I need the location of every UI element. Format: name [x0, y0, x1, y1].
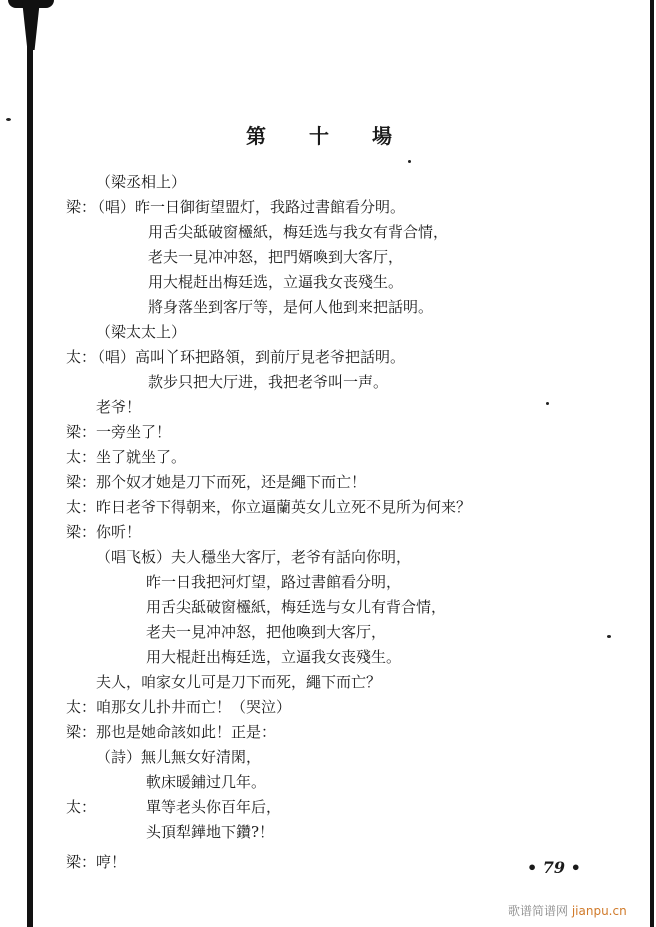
speaker-label: 太： [66, 798, 97, 816]
speaker-label: 太： [66, 348, 97, 366]
speaker-label: 太： [66, 498, 97, 516]
script-line: 昨一日我把河灯望，路过書館看分明， [146, 573, 402, 591]
script-line: 一旁坐了！ [96, 423, 172, 441]
script-line: （詩）無儿無女好清閑， [96, 748, 262, 766]
watermark [508, 902, 627, 919]
scan-speck [607, 635, 611, 638]
script-line: 哼！ [96, 853, 127, 871]
speaker-label: 梁： [66, 423, 97, 441]
speaker-label: 梁： [66, 723, 97, 741]
scan-speck [546, 402, 549, 405]
speaker-label: 梁： [66, 853, 97, 871]
script-line: 夫人，咱家女儿可是刀下而死，繩下而亡？ [96, 673, 382, 691]
speaker-label: 梁： [66, 198, 97, 216]
script-line: 老夫一見冲冲怒，把他喚到大客厅， [146, 623, 387, 641]
script-line: （梁太太上） [96, 323, 187, 341]
script-line: （唱）高叫丫环把路領，到前厅見老爷把話明。 [90, 348, 406, 366]
scene-title: 第 十 場 [246, 124, 410, 148]
speaker-label: 太： [66, 448, 97, 466]
script-line: 用舌尖䑛破窗欞紙，梅廷选与女儿有背合情， [146, 598, 447, 616]
watermark-en: jianpu.cn [571, 904, 627, 918]
script-line: 款步只把大厅进，我把老爷叫一声。 [148, 373, 389, 391]
script-line: （唱飞板）夫人穩坐大客厅，老爷有話向你明， [96, 548, 412, 566]
script-line: 老爷！ [96, 398, 142, 416]
watermark-cn: 歌谱简谱网 [508, 904, 572, 918]
speaker-label: 太： [66, 698, 97, 716]
script-line: 將身落坐到客厅等，是何人他到来把話明。 [148, 298, 434, 316]
script-line: 那也是她命該如此！正是： [96, 723, 277, 741]
speaker-label: 梁： [66, 523, 97, 541]
script-line: 昨日老爷下得朝来，你立逼蘭英女儿立死不見所为何来？ [96, 498, 472, 516]
script-line: 咱那女儿扑井而亡！（哭泣） [96, 698, 292, 716]
scan-speck [408, 160, 411, 163]
script-line: （梁丞相上） [96, 173, 187, 191]
speaker-label: 梁： [66, 473, 97, 491]
script-line: 用大棍赶出梅廷选，立逼我女丧殘生。 [146, 648, 402, 666]
script-line: 头頂犁鏵地下鑽?！ [146, 823, 275, 841]
script-line: 用舌尖䑛破窗欞紙，梅廷选与我女有背合情， [148, 223, 449, 241]
script-line: 老夫一見冲冲怒，把門婿喚到大客厅， [148, 248, 404, 266]
script-line: 你听！ [96, 523, 142, 541]
script-line: 軟床暖鋪过几年。 [146, 773, 267, 791]
script-line: 單等老头你百年后， [146, 798, 282, 816]
script-line: 那个奴才她是刀下而死，还是繩下而亡！ [96, 473, 367, 491]
script-line: 用大棍赶出梅廷选，立逼我女丧殘生。 [148, 273, 404, 291]
script-line: 坐了就坐了。 [96, 448, 187, 466]
script-line: （唱）昨一日御街望盟灯，我路过書館看分明。 [90, 198, 406, 216]
page-number: • 79 • [527, 858, 581, 877]
